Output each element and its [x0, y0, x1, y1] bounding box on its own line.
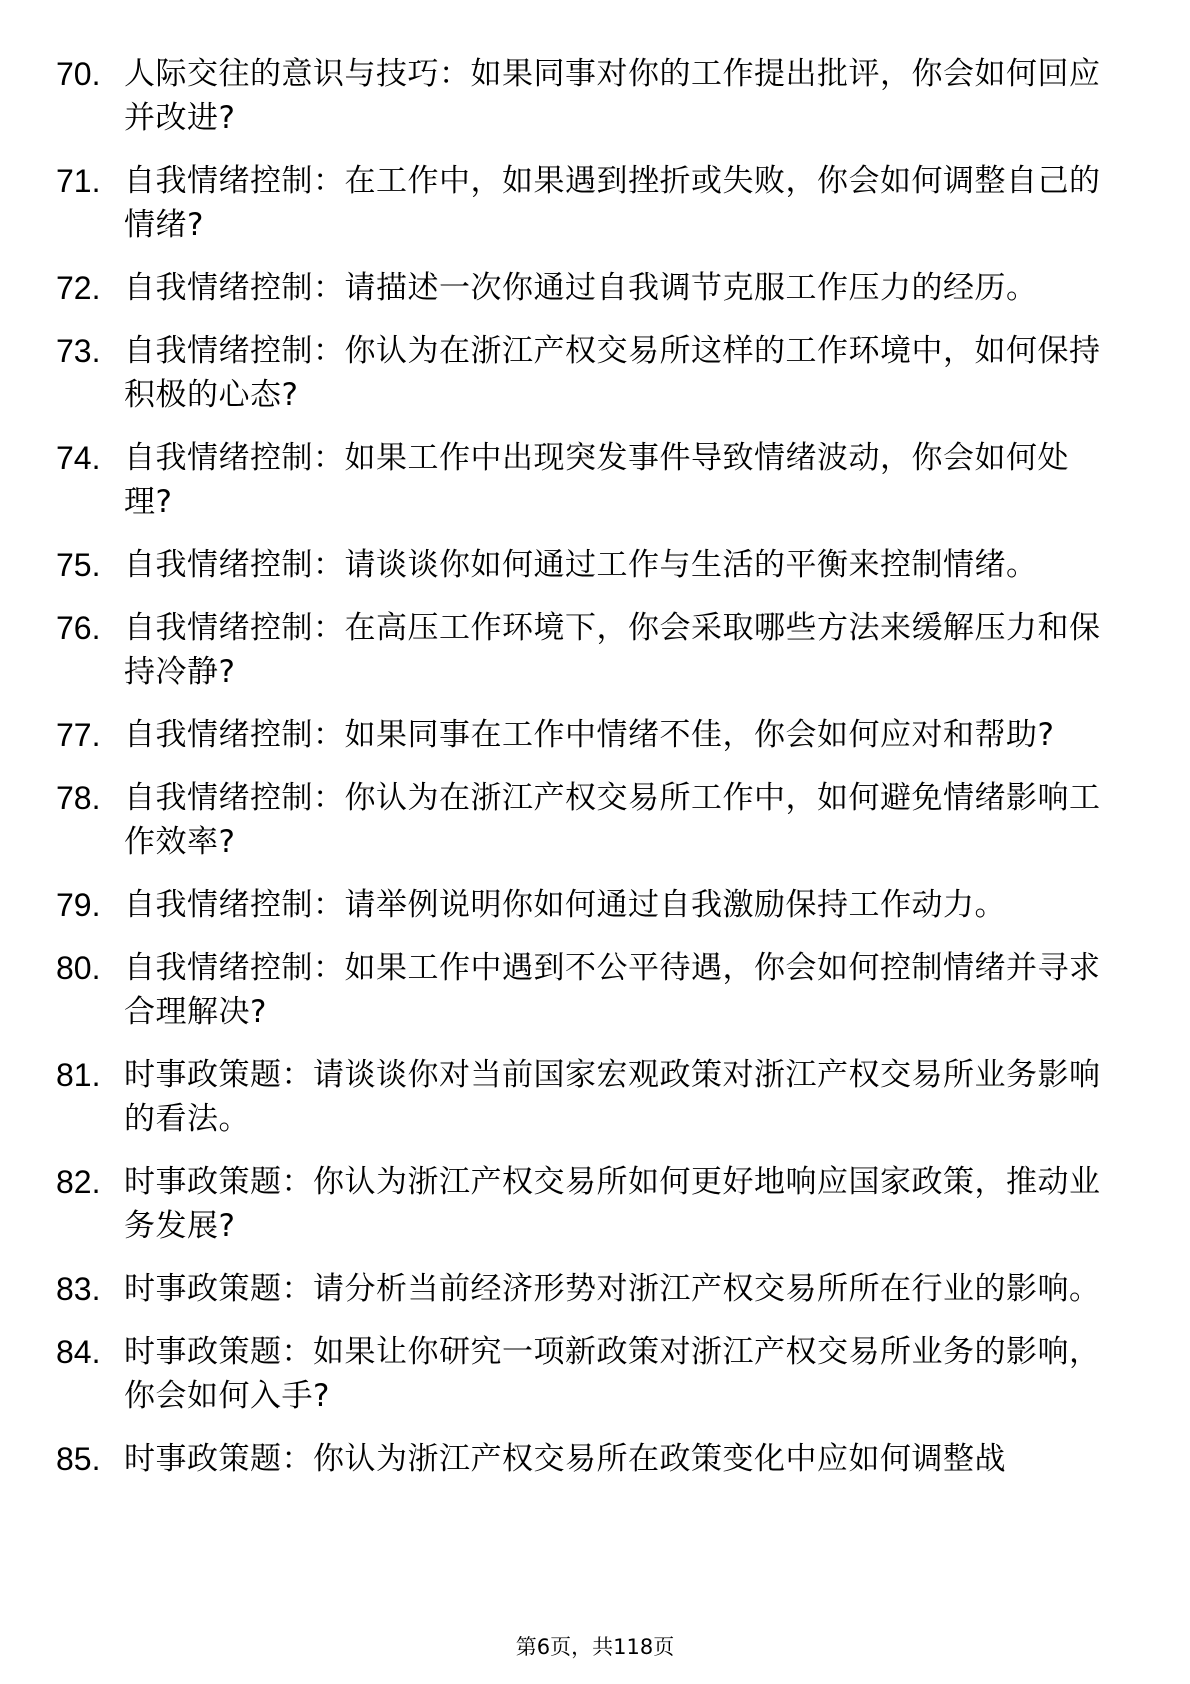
page-number-label: 第6页，共118页: [515, 1635, 675, 1659]
list-item: [56, 606, 1106, 694]
question-text: 时事政策题：请谈谈你对当前国家宏观政策对浙江产权交易所业务影响的看法。: [124, 1057, 1101, 1137]
question-number: 74 .: [56, 436, 124, 480]
question-number: 79 .: [56, 883, 124, 927]
question-text: 时事政策题：如果让你研究一项新政策对浙江产权交易所业务的影响，你会如何入手?: [124, 1334, 1101, 1414]
question-text: 自我情绪控制：你认为在浙江产权交易所这样的工作环境中，如何保持积极的心态?: [124, 333, 1101, 413]
question-text: 时事政策题：你认为浙江产权交易所如何更好地响应国家政策，推动业务发展?: [124, 1164, 1101, 1244]
question-text: 自我情绪控制：在工作中，如果遇到挫折或失败，你会如何调整自己的情绪?: [124, 163, 1101, 243]
question-number: 83 .: [56, 1267, 124, 1311]
list-item: [56, 266, 1106, 310]
list-item: [56, 1053, 1106, 1141]
list-item: [56, 1160, 1106, 1248]
page-footer: [0, 1632, 1190, 1662]
question-text: 自我情绪控制：如果同事在工作中情绪不佳，你会如何应对和帮助?: [124, 717, 1055, 753]
question-number: 84 .: [56, 1330, 124, 1374]
question-text: 自我情绪控制：请举例说明你如何通过自我激励保持工作动力。: [124, 887, 1006, 923]
question-text: 自我情绪控制：如果工作中出现突发事件导致情绪波动，你会如何处理?: [124, 440, 1069, 520]
question-number: 80 .: [56, 946, 124, 990]
list-item: [56, 543, 1106, 587]
question-text: 自我情绪控制：请谈谈你如何通过工作与生活的平衡来控制情绪。: [124, 547, 1038, 583]
list-item: [56, 1330, 1106, 1418]
question-text: 时事政策题：请分析当前经济形势对浙江产权交易所所在行业的影响。: [124, 1271, 1101, 1307]
question-text: 自我情绪控制：如果工作中遇到不公平待遇，你会如何控制情绪并寻求合理解决?: [124, 950, 1101, 1030]
question-number: 78 .: [56, 776, 124, 820]
question-text: 自我情绪控制：在高压工作环境下，你会采取哪些方法来缓解压力和保持冷静?: [124, 610, 1101, 690]
question-number: 82 .: [56, 1160, 124, 1204]
list-item: [56, 159, 1106, 247]
list-item: [56, 52, 1106, 140]
question-text: 时事政策题：你认为浙江产权交易所在政策变化中应如何调整战: [124, 1441, 1006, 1477]
question-number: 70 .: [56, 52, 124, 96]
question-number: 77 .: [56, 713, 124, 757]
list-item: [56, 713, 1106, 757]
question-text: 自我情绪控制：请描述一次你通过自我调节克服工作压力的经历。: [124, 270, 1038, 306]
question-number: 76 .: [56, 606, 124, 650]
list-item: [56, 1437, 1106, 1481]
list-item: [56, 776, 1106, 864]
question-list: [56, 52, 1106, 1500]
list-item: [56, 436, 1106, 524]
list-item: [56, 883, 1106, 927]
question-number: 72 .: [56, 266, 124, 310]
question-number: 81 .: [56, 1053, 124, 1097]
question-number: 73 .: [56, 329, 124, 373]
list-item: [56, 946, 1106, 1034]
question-text: 人际交往的意识与技巧：如果同事对你的工作提出批评，你会如何回应并改进?: [124, 56, 1101, 136]
question-number: 85 .: [56, 1437, 124, 1481]
list-item: [56, 1267, 1106, 1311]
question-text: 自我情绪控制：你认为在浙江产权交易所工作中，如何避免情绪影响工作效率?: [124, 780, 1101, 860]
list-item: [56, 329, 1106, 417]
question-number: 71 .: [56, 159, 124, 203]
question-number: 75 .: [56, 543, 124, 587]
